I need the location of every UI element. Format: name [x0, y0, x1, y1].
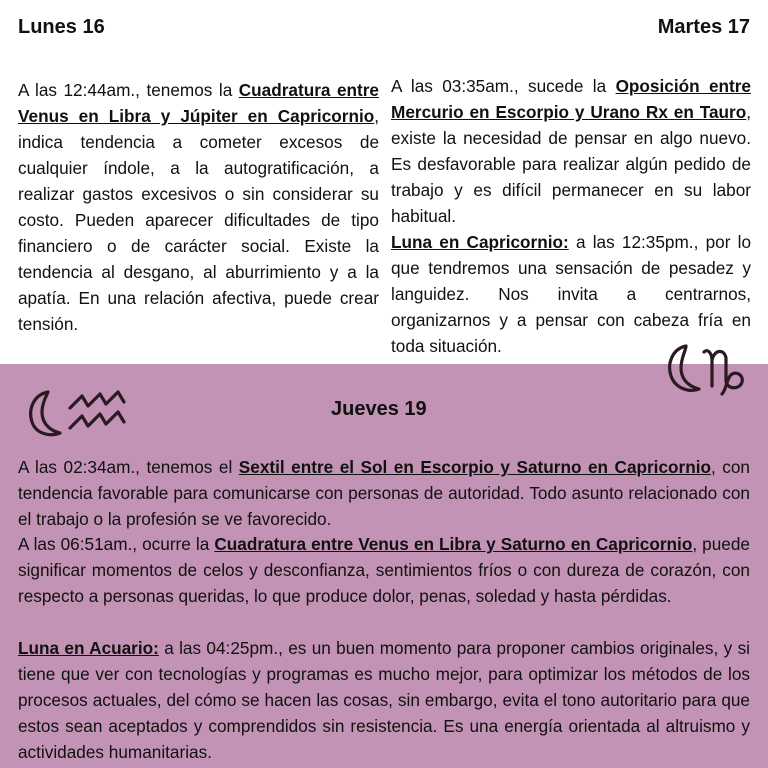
- moon-sign-highlight: Luna en Capricornio:: [391, 232, 569, 252]
- title-lunes-16: Lunes 16: [18, 16, 105, 38]
- moon-aquarius-icon: [22, 382, 134, 440]
- paragraph-text-post: , puede significar momentos de celos y desconfianza, sentimientos fríos o con dureza de corazón, con respecto a personas queridas, lo que produce dolor, penas, soledad y hasta pérdidas.: [18, 534, 750, 606]
- paragraph-text-post: , existe la necesidad de pensar en algo nuevo. Es desfavorable para realizar algún pedido de trabajo y es difícil permanecer en su labor habitual.: [391, 102, 751, 226]
- paragraph-text-post: , con tendencia favorable para comunicarse con personas de autoridad. Todo asunto relacionado con el trabajo o la profesión se ve favorecido.: [18, 457, 750, 529]
- paragraph-text-pre: A las 12:44am., tenemos la: [18, 80, 239, 100]
- paragraph-text-post: , indica tendencia a cometer excesos de cualquier índole, a la autogratificación, a realizar gastos excesivos o sin considerar su costo. Pueden aparecer dificultades de tipo financiero o de carácter social. Existe la tendencia al desgano, al aburrimiento y a la apatía. En una relación afectiva, puede crear tensión.: [18, 106, 379, 334]
- paragraph-jueves-sol-saturno: [18, 454, 750, 532]
- aspect-highlight: Oposición entre Mercurio en Escorpio y Urano Rx en Tauro: [391, 76, 751, 122]
- title-martes-17: Martes 17: [657, 16, 750, 38]
- moon-sign-highlight: Luna en Acuario:: [18, 638, 159, 658]
- paragraph-lunes-venus-jupiter: [18, 77, 379, 337]
- paragraph-jueves-venus-saturno: [18, 531, 750, 609]
- paragraph-text-post: a las 04:25pm., es un buen momento para proponer cambios originales, y si tiene que ver con tecnologías y programas es mucho mejor, para optimizar los métodos de los procesos actuales, del cómo se hacen las cosas, sin embargo, evita el tono autoritario para que estos sean aceptados y comprendidos sin resistencia. Es una energía orientada al altruismo y actividades humanitarias.: [18, 638, 750, 762]
- aspect-highlight: Cuadratura entre Venus en Libra y Saturno en Capricornio: [214, 534, 693, 554]
- aspect-highlight: Sextil entre el Sol en Escorpio y Saturno en Capricornio: [238, 457, 711, 477]
- aspect-highlight: Cuadratura entre Venus en Libra y Júpiter en Capricornio: [18, 80, 379, 126]
- paragraph-text-pre: A las 03:35am., sucede la: [391, 76, 616, 96]
- moon-capricorn-icon: [664, 340, 764, 398]
- title-jueves-19: Jueves 19: [331, 398, 427, 420]
- paragraph-luna-acuario: [18, 635, 750, 765]
- paragraph-martes-mercurio-urano: [391, 73, 751, 229]
- paragraph-text-pre: A las 06:51am., ocurre la: [18, 534, 215, 554]
- paragraph-text-post: a las 12:35pm., por lo que tendremos una sensación de pesadez y languidez. Nos invita a centrarnos, organizarnos y a pensar con cabeza fría en toda situación.: [391, 232, 752, 356]
- paragraph-text-pre: A las 02:34am., tenemos el: [18, 457, 239, 477]
